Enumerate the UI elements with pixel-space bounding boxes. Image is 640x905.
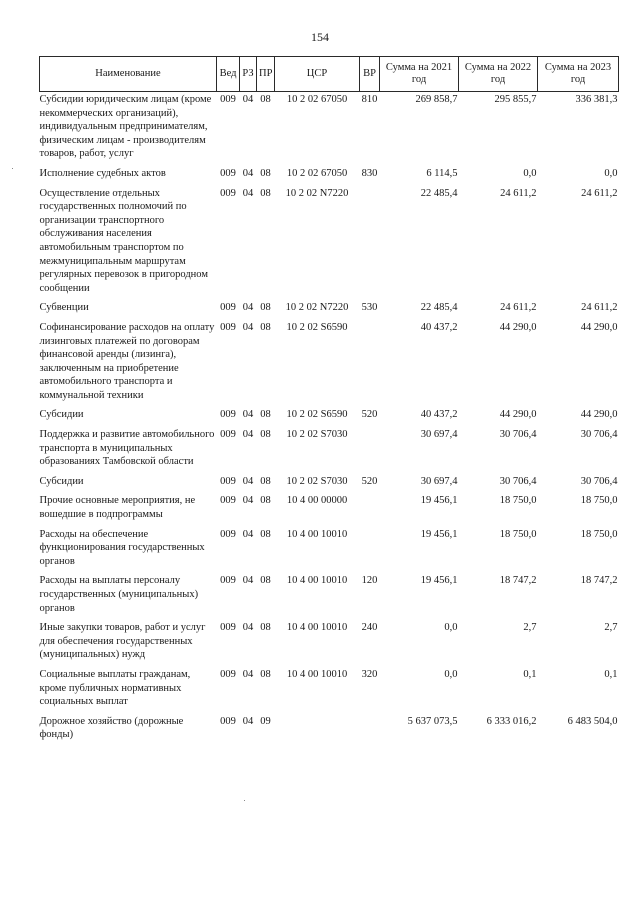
row-sum-2023: 2,7	[604, 622, 618, 634]
row-vr: 830	[361, 167, 378, 179]
row-csr: 10 4 00 10010	[286, 528, 348, 540]
row-sum-2021: 19 456,1	[420, 575, 458, 587]
row-csr: 10 2 02 S7030	[286, 475, 348, 487]
row-pr: 08	[260, 475, 271, 487]
row-vr: 520	[361, 475, 378, 487]
row-pr: 08	[260, 495, 271, 507]
row-name: Исполнение судебных актов	[39, 167, 166, 179]
table-row	[40, 186, 619, 301]
scan-speck	[12, 168, 13, 169]
row-ved: 009	[220, 575, 236, 587]
table-row	[40, 92, 619, 166]
row-ved: 009	[220, 622, 236, 634]
row-sum-2021: 19 456,1	[420, 495, 458, 507]
table-header	[40, 57, 619, 92]
row-csr: 10 4 00 10010	[286, 575, 348, 587]
row-pr: 08	[260, 575, 271, 587]
row-sum-2021: 40 437,2	[420, 409, 458, 421]
table-row	[40, 320, 619, 408]
table-row	[40, 493, 619, 526]
row-rz: 04	[242, 622, 254, 634]
table-row	[40, 300, 619, 320]
row-rz: 04	[242, 187, 254, 199]
row-name: Иные закупки товаров, работ и услуг для обеспечения государственных (муниципальных) нужд	[39, 622, 206, 661]
row-sum-2023: 24 611,2	[581, 187, 618, 199]
row-vr	[360, 320, 380, 408]
page-number: 154	[311, 30, 329, 44]
row-sum-2022: 18 750,0	[499, 495, 537, 507]
row-sum-2023: 18 750,0	[580, 495, 618, 507]
row-sum-2021: 0,0	[444, 622, 458, 634]
header-vr: ВР	[360, 57, 380, 92]
header-sum-2023: Сумма на 2023 год	[538, 57, 619, 92]
row-csr	[275, 714, 360, 747]
row-sum-2023: 44 290,0	[580, 409, 618, 421]
row-csr: 10 2 02 67050	[286, 94, 348, 105]
row-name: Прочие основные мероприятия, не вошедшие в подпрограммы	[39, 495, 196, 521]
row-pr: 08	[260, 94, 271, 105]
row-sum-2022: 30 706,4	[499, 429, 537, 441]
row-sum-2021: 5 637 073,5	[407, 715, 458, 727]
header-ved: Вед	[217, 57, 240, 92]
row-rz: 04	[242, 475, 254, 487]
row-name: Субсидии	[39, 475, 84, 487]
row-rz: 04	[242, 321, 254, 333]
row-ved: 009	[220, 495, 236, 507]
row-ved: 009	[220, 321, 236, 333]
header-sum-2022: Сумма на 2022 год	[459, 57, 538, 92]
table-row	[40, 527, 619, 574]
row-sum-2023: 30 706,4	[580, 475, 618, 487]
row-ved: 009	[220, 715, 236, 727]
row-vr	[360, 714, 380, 747]
row-rz: 04	[242, 167, 254, 179]
row-ved: 009	[220, 167, 236, 179]
row-vr	[360, 186, 380, 301]
row-sum-2022: 295 855,7	[494, 94, 537, 105]
row-sum-2023: 0,1	[604, 668, 618, 680]
row-sum-2022: 24 611,2	[500, 187, 537, 199]
row-sum-2023: 44 290,0	[580, 321, 618, 333]
header-sum-2021: Сумма на 2021 год	[380, 57, 459, 92]
row-rz: 04	[242, 495, 254, 507]
row-csr: 10 2 02 S6590	[286, 409, 348, 421]
row-vr	[360, 527, 380, 574]
row-sum-2021: 30 697,4	[420, 475, 458, 487]
row-sum-2023: 18 747,2	[580, 575, 618, 587]
row-pr: 08	[260, 321, 271, 333]
row-sum-2022: 30 706,4	[499, 475, 537, 487]
row-vr: 810	[361, 94, 378, 105]
row-sum-2021: 269 858,7	[415, 94, 458, 105]
row-vr: 240	[361, 622, 378, 634]
row-name: Софинансирование расходов на оплату лизинговых платежей по договорам финансовой аренды (лизинга), заключенным на приобретение автомобильного транспорта и коммунальной техники	[39, 321, 215, 401]
row-ved: 009	[220, 528, 236, 540]
header-rz: РЗ	[240, 57, 257, 92]
row-sum-2023: 0,0	[604, 167, 618, 179]
row-csr: 10 2 02 S6590	[286, 321, 348, 333]
table-row	[40, 427, 619, 474]
row-csr: 10 2 02 S7030	[286, 429, 348, 441]
row-sum-2022: 6 333 016,2	[486, 715, 537, 727]
row-vr	[360, 493, 380, 526]
row-rz: 04	[242, 429, 254, 441]
row-sum-2021: 19 456,1	[420, 528, 458, 540]
row-name: Дорожное хозяйство (дорожные фонды)	[39, 715, 184, 741]
scan-speck	[244, 800, 245, 801]
header-pr: ПР	[257, 57, 275, 92]
row-vr: 320	[361, 668, 378, 680]
row-sum-2021: 40 437,2	[420, 321, 458, 333]
row-sum-2023: 6 483 504,0	[567, 715, 618, 727]
table-row	[40, 667, 619, 714]
row-sum-2021: 22 485,4	[420, 187, 458, 199]
row-ved: 009	[220, 429, 236, 441]
budget-table	[39, 56, 619, 747]
row-name: Расходы на выплаты персоналу государственных (муниципальных) органов	[39, 575, 199, 614]
row-rz: 04	[242, 302, 254, 314]
row-vr: 530	[361, 302, 378, 314]
row-name: Расходы на обеспечение функционирования государственных органов	[39, 528, 205, 567]
header-name: Наименование	[40, 57, 217, 92]
table-row	[40, 407, 619, 427]
row-pr: 08	[260, 528, 271, 540]
table-row	[40, 714, 619, 747]
row-rz: 04	[242, 409, 254, 421]
row-rz: 04	[242, 528, 254, 540]
row-sum-2022: 44 290,0	[499, 409, 537, 421]
row-sum-2021: 30 697,4	[420, 429, 458, 441]
row-sum-2021: 6 114,5	[426, 167, 458, 179]
row-pr: 08	[260, 429, 271, 441]
row-name: Субсидии	[39, 409, 84, 421]
row-pr: 08	[260, 302, 271, 314]
row-sum-2022: 2,7	[523, 622, 537, 634]
table-body	[40, 92, 619, 747]
row-pr: 08	[260, 668, 271, 680]
row-ved: 009	[220, 94, 236, 105]
row-sum-2022: 0,1	[523, 668, 537, 680]
row-csr: 10 4 00 10010	[286, 622, 348, 634]
row-rz: 04	[242, 715, 254, 727]
row-ved: 009	[220, 187, 236, 199]
row-sum-2023: 336 381,3	[575, 94, 618, 105]
row-sum-2022: 24 611,2	[500, 302, 537, 314]
row-name: Осуществление отдельных государственных полномочий по организации транспортного обслуживания населения автомобильным транспортом по межмуниципальным маршрутам регулярных перевозок в пригородном сообщении	[39, 187, 208, 294]
row-sum-2022: 44 290,0	[499, 321, 537, 333]
row-pr: 08	[260, 187, 271, 199]
row-pr: 08	[260, 622, 271, 634]
row-name: Субвенции	[39, 302, 89, 314]
row-pr: 09	[260, 715, 271, 727]
row-sum-2023: 18 750,0	[580, 528, 618, 540]
row-sum-2022: 18 747,2	[499, 575, 537, 587]
row-pr: 08	[260, 167, 271, 179]
table-row	[40, 166, 619, 186]
row-name: Субсидии юридическим лицам (кроме некоммерческих организаций), индивидуальным предпринимателям, физическим лицам - производителям товаров, работ, услуг	[39, 94, 212, 160]
row-rz: 04	[242, 575, 254, 587]
row-vr: 520	[361, 409, 378, 421]
table-row	[40, 620, 619, 667]
row-ved: 009	[220, 475, 236, 487]
row-vr	[360, 427, 380, 474]
row-name: Поддержка и развитие автомобильного транспорта в муниципальных образованиях Тамбовской области	[39, 429, 215, 468]
row-csr: 10 4 00 00000	[286, 495, 348, 507]
row-ved: 009	[220, 409, 236, 421]
row-vr: 120	[361, 575, 378, 587]
row-ved: 009	[220, 668, 236, 680]
row-sum-2022: 0,0	[523, 167, 537, 179]
table-row	[40, 474, 619, 494]
row-rz: 04	[242, 94, 254, 105]
row-sum-2023: 24 611,2	[581, 302, 618, 314]
row-sum-2021: 22 485,4	[420, 302, 458, 314]
table-row	[40, 573, 619, 620]
row-name: Социальные выплаты гражданам, кроме публичных нормативных социальных выплат	[39, 668, 191, 708]
row-csr: 10 4 00 10010	[286, 668, 348, 680]
row-rz: 04	[242, 668, 254, 680]
header-csr: ЦСР	[275, 57, 360, 92]
row-ved: 009	[220, 302, 236, 314]
row-sum-2023: 30 706,4	[580, 429, 618, 441]
row-csr: 10 2 02 N7220	[285, 302, 349, 314]
row-csr: 10 2 02 N7220	[285, 187, 349, 199]
row-sum-2022: 18 750,0	[499, 528, 537, 540]
row-pr: 08	[260, 409, 271, 421]
row-csr: 10 2 02 67050	[286, 167, 348, 179]
row-sum-2021: 0,0	[444, 668, 458, 680]
